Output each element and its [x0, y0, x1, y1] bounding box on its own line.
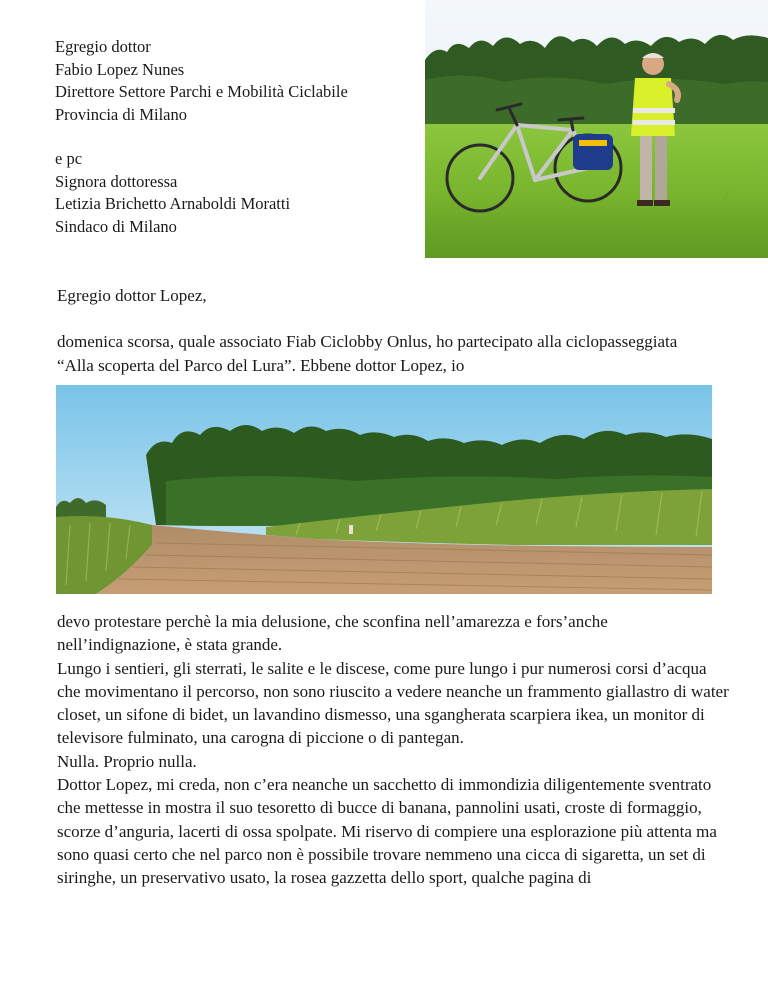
body-paragraph: Lungo i sentieri, gli sterrati, le salite e le discese, come pure lungo i pur numerosi corsi d’acqua che movimentano il percorso, non sono riuscito a vedere neanche un frammento giallastro di water closet, un sifone di bidet, un lavandino dismesso, una sgangherata scarpiera ikea, un monitor di televisore fulminato, una carogna di piccione o di pantegan. [57, 658, 729, 748]
recipient-line: Direttore Settore Parchi e Mobilità Ciclabile [55, 82, 348, 101]
bicycle-meadow-photo [425, 0, 768, 258]
body-paragraph: devo protestare perchè la mia delusione, che sconfina nell’amarezza e fors’anche nell’indignazione, è stata grande. [57, 612, 608, 655]
cc-line: Signora dottoressa [55, 171, 178, 191]
cc-line: Letizia Brichetto Arnaboldi Moratti [55, 194, 291, 213]
body-paragraph: Dottor Lopez, mi creda, non c’era neanche un sacchetto di immondizia diligentemente sventrato che mettesse in mostra il suo tesoretto di bucce di banana, pannolini usati, croste di formaggio, scorze d’anguria, lacerti di ossa spolpate. Mi riservo di compiere una esplorazione più attenta ma sono quasi certo che nel parco non è possibile trovare nemmeno una cicca di sigaretta, un set di siringhe, un preservativo usato, la rosea gazzetta dello sport, qualche pagina di [57, 775, 717, 888]
recipient-line: Egregio dottor [55, 37, 151, 56]
cc-line: e pc [55, 149, 83, 168]
intro-paragraph: domenica scorsa, quale associato Fiab Ciclobby Onlus, ho partecipato alla ciclopasseggiata “Alla scoperta del Parco del Lura”. Ebbene dottor Lopez, io [57, 332, 678, 375]
body-paragraph: Nulla. Proprio nulla. [57, 751, 197, 771]
cornfield-landscape-photo [56, 385, 712, 594]
salutation: Egregio dottor Lopez, [57, 286, 207, 305]
recipient-line: Fabio Lopez Nunes [55, 59, 185, 79]
address-block [55, 36, 348, 238]
letter-body [57, 610, 729, 890]
recipient-line: Provincia di Milano [55, 104, 187, 124]
cc-line: Sindaco di Milano [55, 216, 177, 236]
